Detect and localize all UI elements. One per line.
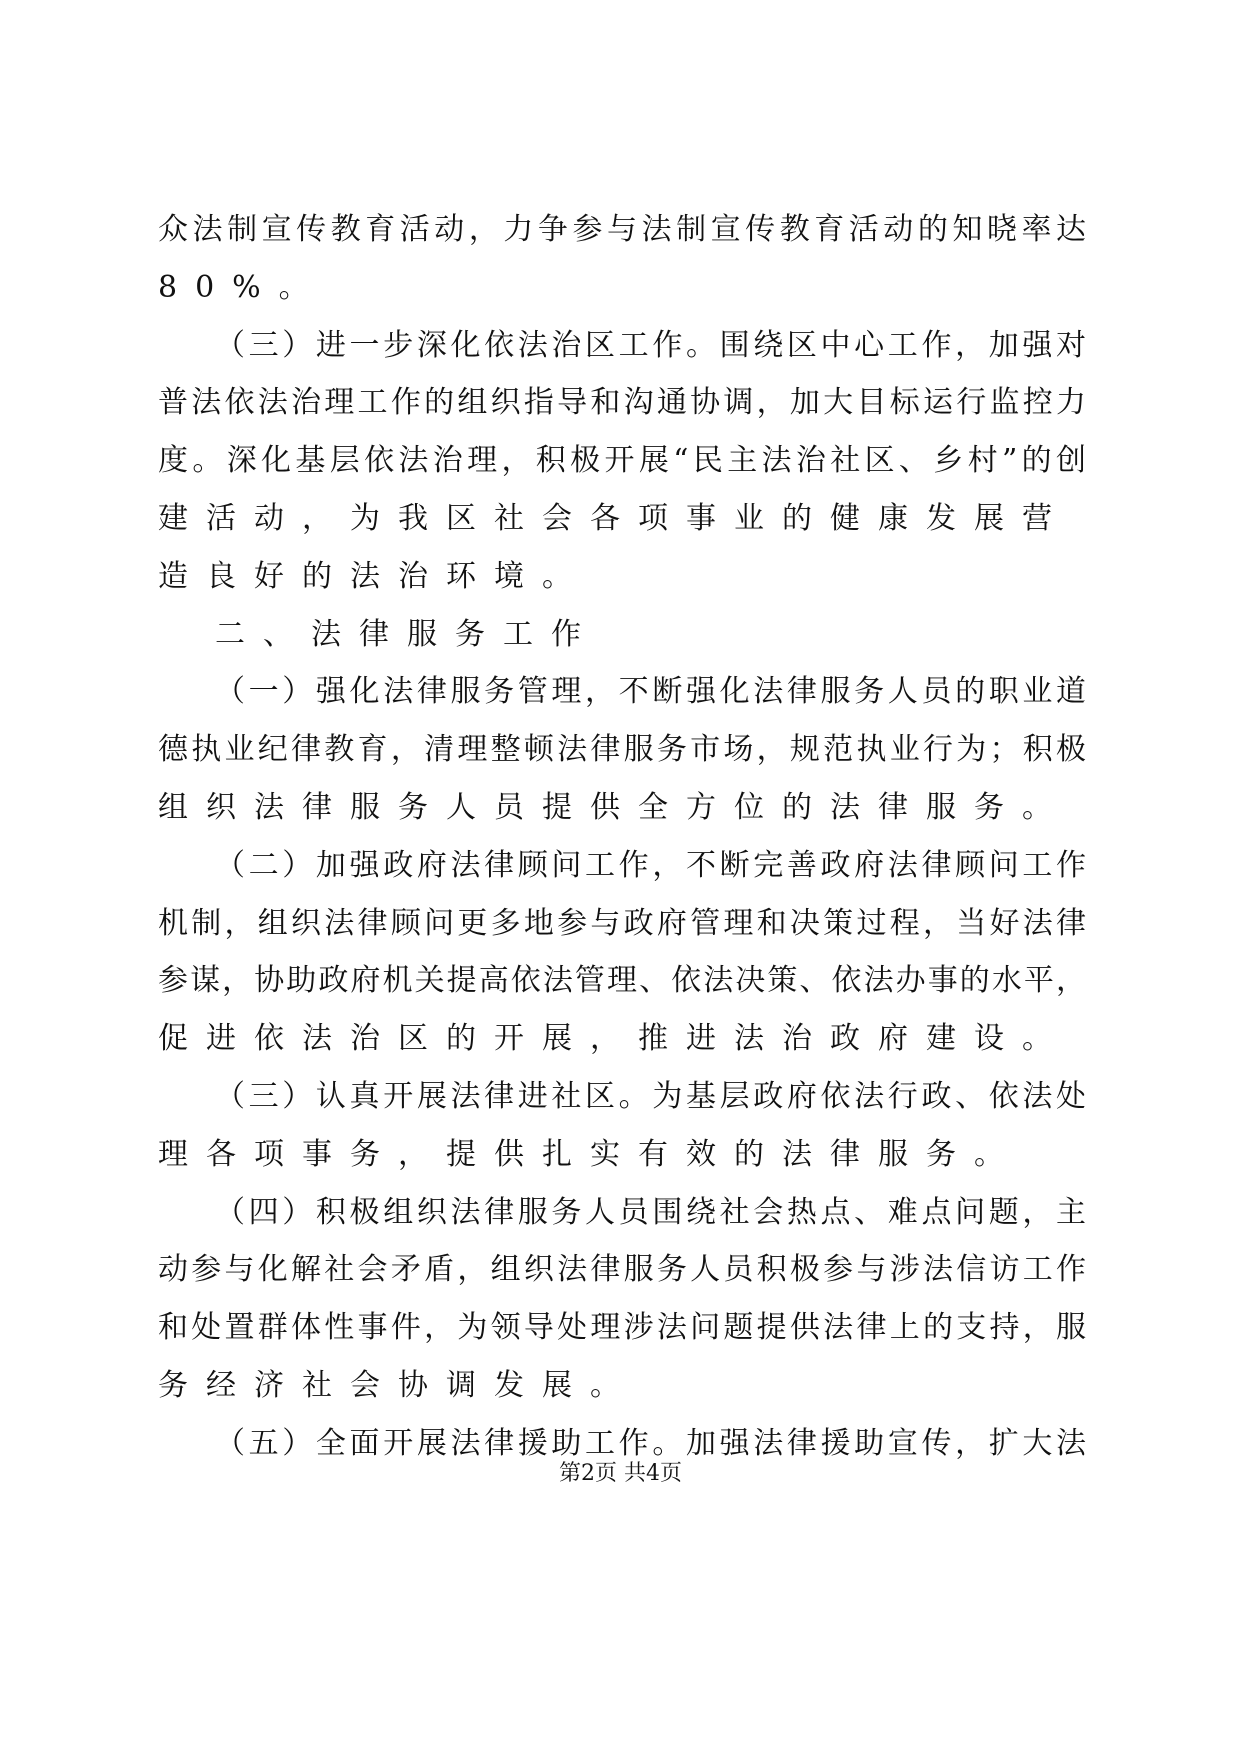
paragraph [158, 837, 1086, 1068]
text-line: （三）进一步深化依法治区工作。围绕区中心工作，加强对 [215, 327, 1086, 363]
paragraph [158, 1184, 1086, 1415]
paragraph [158, 663, 1086, 836]
text-line: 建活动，为我区社会各项事业的健康发展营造良好的法治环境。 [158, 500, 1070, 594]
paragraph [158, 606, 1086, 664]
text-line: （四）积极组织法律服务人员围绕社会热点、难点问题，主 [215, 1194, 1086, 1230]
text-line: 机制，组织法律顾问更多地参与政府管理和决策过程，当好法律 [158, 905, 1086, 941]
text-line: 务经济社会协调发展。 [158, 1367, 638, 1403]
text-line: （三）认真开展法律进社区。为基层政府依法行政、依法处 [215, 1078, 1086, 1114]
text-line: 促进依法治区的开展，推进法治政府建设。 [158, 1021, 1070, 1057]
text-line: （一）强化法律服务管理，不断强化法律服务人员的职业道 [215, 674, 1086, 710]
text-line: 动参与化解社会矛盾，组织法律服务人员积极参与涉法信访工作 [158, 1252, 1086, 1288]
text-line: 二、法律服务工作 [215, 616, 599, 652]
paragraph [158, 317, 1086, 606]
page-footer: 第2页 共4页 [559, 1461, 682, 1486]
text-line: 和处置群体性事件，为领导处理涉法问题提供法律上的支持，服 [158, 1310, 1086, 1346]
text-line: 众法制宣传教育活动，力争参与法制宣传教育活动的知晓率达 [158, 212, 1086, 247]
paragraph [158, 1068, 1086, 1184]
text-line: 80%。 [158, 269, 327, 305]
text-line: 德执业纪律教育，清理整顿法律服务市场，规范执业行为；积极 [158, 732, 1086, 768]
text-line: 普法依法治理工作的组织指导和沟通协调，加大目标运行监控力 [158, 385, 1086, 421]
text-line: 组织法律服务人员提供全方位的法律服务。 [158, 789, 1070, 825]
paragraph [158, 201, 1086, 317]
document-body [158, 201, 1086, 1473]
text-line: 参谋，协助政府机关提高依法管理、依法决策、依法办事的水平， [158, 963, 1086, 999]
text-line: （二）加强政府法律顾问工作，不断完善政府法律顾问工作 [215, 847, 1086, 883]
text-line: 理各项事务，提供扎实有效的法律服务。 [158, 1136, 1022, 1172]
text-line: 度。深化基层依法治理，积极开展“民主法治社区、乡村”的创 [158, 443, 1086, 479]
text-line: （五）全面开展法律援助工作。加强法律援助宣传，扩大法 [215, 1425, 1086, 1461]
